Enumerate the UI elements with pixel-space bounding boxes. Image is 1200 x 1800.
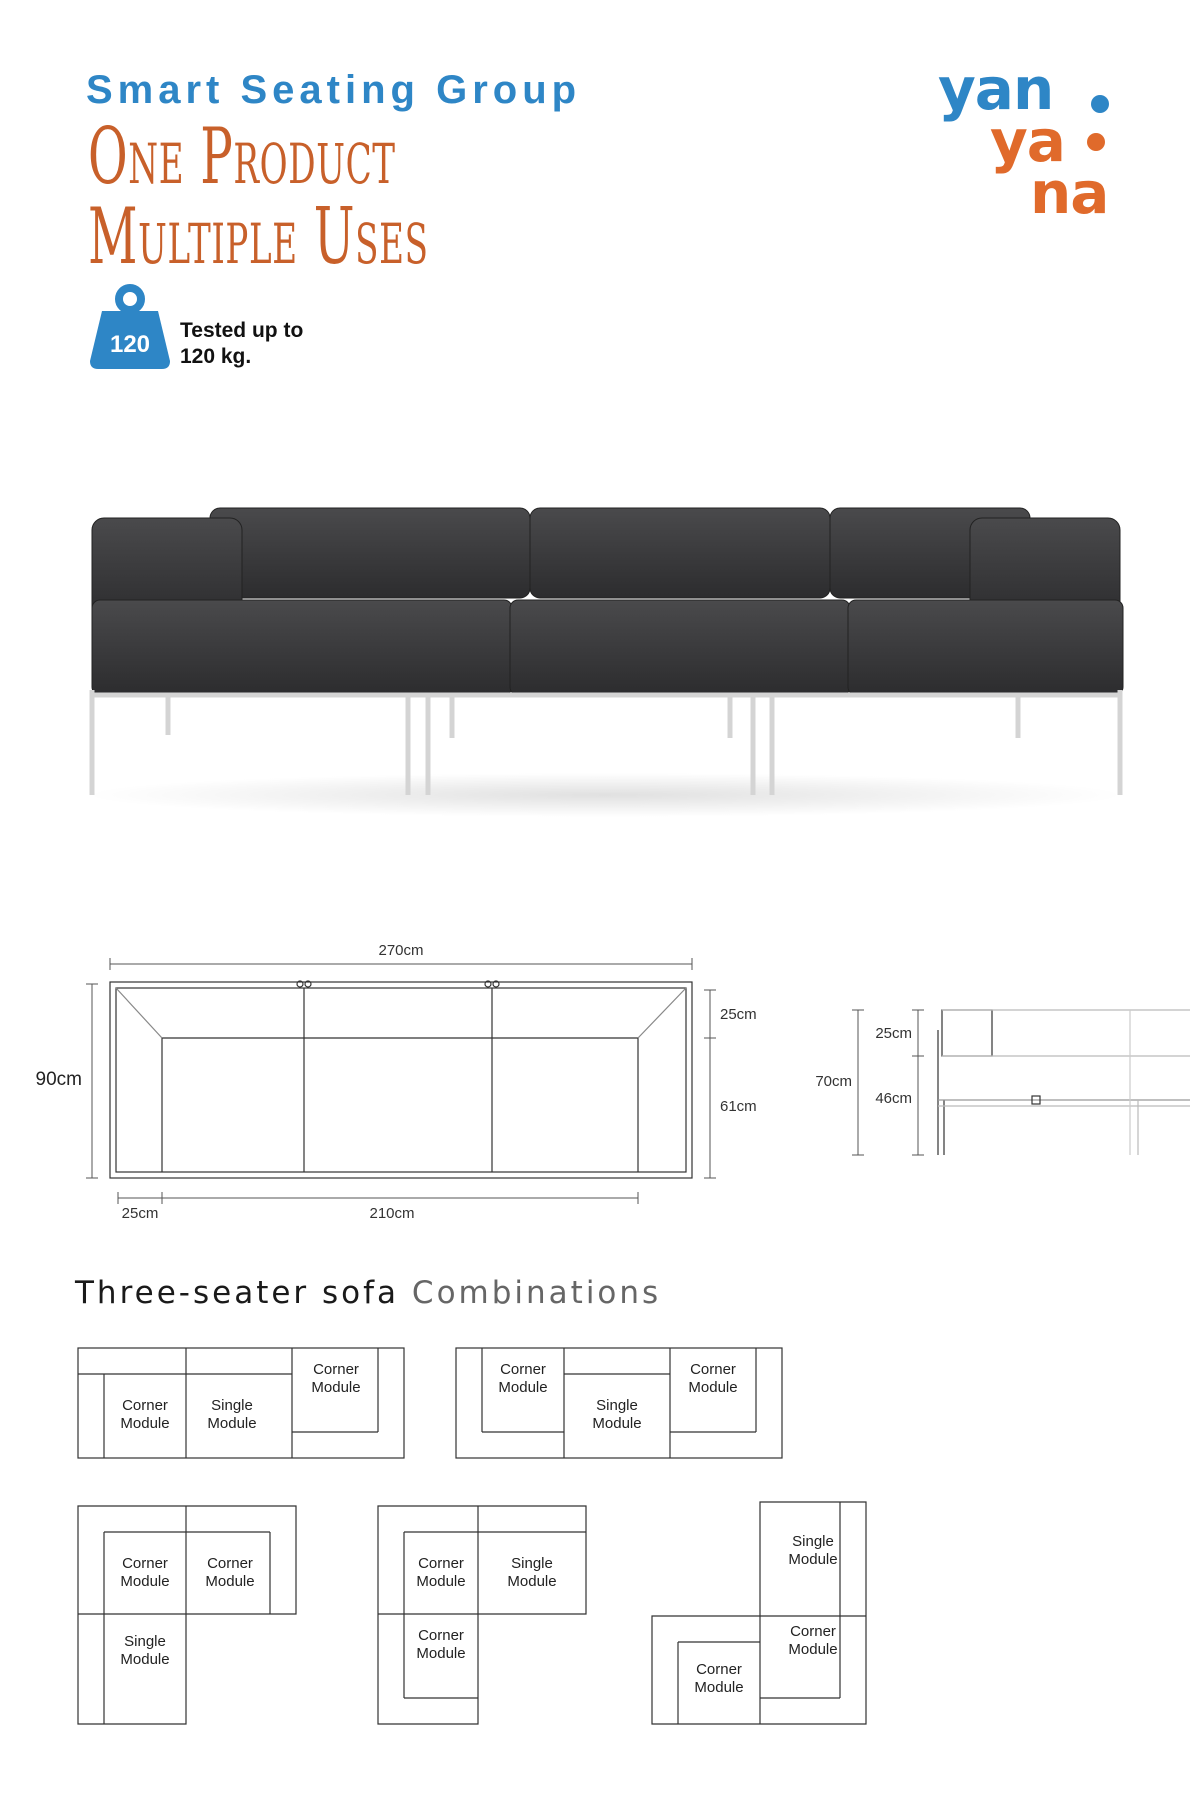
corner-module-label xyxy=(788,1623,837,1658)
module-word: Module xyxy=(416,1573,466,1590)
module-word: Module xyxy=(788,1641,838,1658)
sofa-image xyxy=(80,490,1130,820)
corner-module-label xyxy=(688,1361,737,1396)
module-type-word: Corner xyxy=(418,1555,464,1572)
module-type-word: Single xyxy=(596,1397,638,1414)
module-type-word: Corner xyxy=(696,1661,742,1678)
single-module-label xyxy=(120,1633,169,1668)
headline-line-2: Multiple Uses xyxy=(88,192,429,282)
module-word: Module xyxy=(694,1679,744,1696)
corner-module-label xyxy=(416,1627,465,1662)
combinations-diagrams xyxy=(60,1330,900,1750)
module-word: Module xyxy=(788,1551,838,1568)
module-word: Module xyxy=(592,1415,642,1432)
module-type-word: Single xyxy=(792,1533,834,1550)
top-view-drawing xyxy=(20,930,757,1230)
dim-arm-width: 25cm xyxy=(121,1205,159,1222)
corner-module-label xyxy=(498,1361,547,1396)
module-word: Module xyxy=(416,1645,466,1662)
side-view-drawing xyxy=(800,990,1190,1170)
module-word: Module xyxy=(688,1379,738,1396)
corner-module-label xyxy=(694,1661,743,1696)
module-type-word: Corner xyxy=(122,1397,168,1414)
corner-module-label xyxy=(205,1555,254,1590)
combinations-title-part-2: Combinations xyxy=(411,1275,662,1311)
dim-seat-height: 46cm xyxy=(875,1090,912,1107)
dim-total-width: 270cm xyxy=(378,942,424,959)
module-word: Module xyxy=(207,1415,257,1432)
single-module-label xyxy=(788,1533,837,1568)
corner-module-label xyxy=(416,1555,465,1590)
module-word: Module xyxy=(120,1651,170,1668)
dim-back-depth: 25cm xyxy=(720,1006,757,1023)
tagline: Smart Seating Group xyxy=(86,68,582,112)
corner-module-label xyxy=(311,1361,360,1396)
logo-word-1: yan xyxy=(938,55,1054,123)
module-type-word: Corner xyxy=(313,1361,359,1378)
brand-logo xyxy=(930,55,1130,230)
single-module-label xyxy=(592,1397,641,1432)
combinations-title xyxy=(75,1275,661,1311)
module-type-word: Single xyxy=(211,1397,253,1414)
module-word: Module xyxy=(498,1379,548,1396)
logo-dots xyxy=(1076,92,1116,162)
module-word: Module xyxy=(120,1415,170,1432)
dim-depth: 90cm xyxy=(35,1069,82,1090)
weight-text-line-2: 120 kg. xyxy=(180,345,252,368)
module-word: Module xyxy=(120,1573,170,1590)
combinations-title-part-1: Three-seater sofa xyxy=(75,1275,400,1311)
module-type-word: Corner xyxy=(790,1623,836,1640)
module-type-word: Single xyxy=(124,1633,166,1650)
module-type-word: Corner xyxy=(207,1555,253,1572)
headline-line-1: One Product xyxy=(88,112,396,202)
logo-word-2: ya xyxy=(990,107,1065,175)
single-module-label xyxy=(207,1397,256,1432)
weight-text xyxy=(180,318,303,370)
dim-back-height: 25cm xyxy=(875,1025,912,1042)
corner-module-label xyxy=(120,1397,169,1432)
weight-icon xyxy=(88,285,172,369)
module-word: Module xyxy=(205,1573,255,1590)
single-module-label xyxy=(507,1555,556,1590)
module-type-word: Corner xyxy=(690,1361,736,1378)
weight-value: 120 xyxy=(109,331,151,358)
weight-text-line-1: Tested up to xyxy=(180,319,304,342)
module-type-word: Corner xyxy=(418,1627,464,1644)
dim-seat-depth: 61cm xyxy=(720,1098,757,1115)
module-type-word: Corner xyxy=(122,1555,168,1572)
module-word: Module xyxy=(507,1573,557,1590)
dim-height: 70cm xyxy=(815,1073,852,1090)
module-word: Module xyxy=(311,1379,361,1396)
module-type-word: Corner xyxy=(500,1361,546,1378)
module-type-word: Single xyxy=(511,1555,553,1572)
corner-module-label xyxy=(120,1555,169,1590)
dim-inner-width: 210cm xyxy=(369,1205,415,1222)
logo-word-3: na xyxy=(1030,159,1109,227)
